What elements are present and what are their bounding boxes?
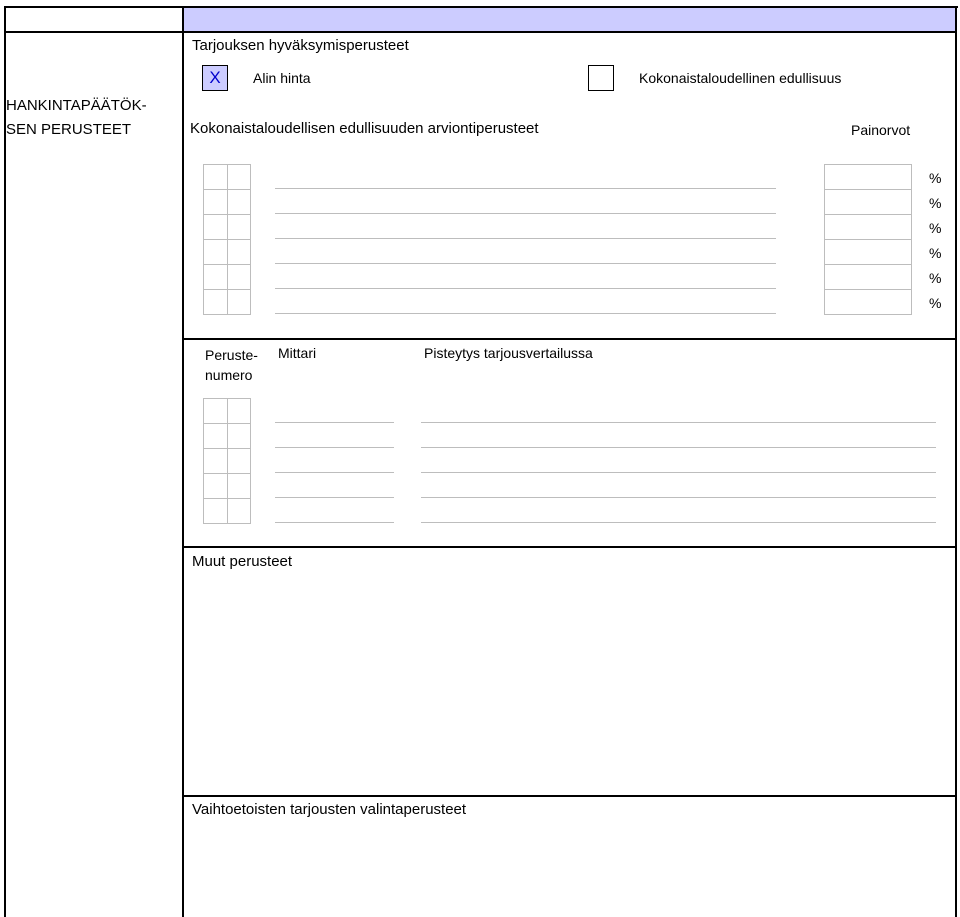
scoring-col-number-line2: numero bbox=[205, 367, 253, 383]
weight-input-cell[interactable] bbox=[824, 239, 912, 265]
other-criteria-bottom-rule bbox=[184, 795, 957, 797]
criterion-number-cell-b[interactable] bbox=[227, 264, 251, 290]
scoring-number-cell-b[interactable] bbox=[227, 498, 251, 524]
percent-sign: % bbox=[929, 270, 942, 286]
header-bar bbox=[184, 8, 955, 31]
points-line[interactable] bbox=[421, 497, 936, 498]
section-label-line2: SEN PERUSTEET bbox=[6, 121, 132, 138]
points-line[interactable] bbox=[421, 522, 936, 523]
alternative-offers-title: Vaihtoetoisten tarjousten valintaperusteet bbox=[192, 801, 467, 818]
frame-divider bbox=[182, 6, 184, 917]
other-criteria-title: Muut perusteet bbox=[192, 553, 293, 570]
criterion-number-cell-a[interactable] bbox=[203, 189, 228, 215]
criterion-number-cell-b[interactable] bbox=[227, 239, 251, 265]
frame-right bbox=[955, 6, 957, 917]
criterion-number-cell-a[interactable] bbox=[203, 214, 228, 240]
scoring-number-cell-b[interactable] bbox=[227, 448, 251, 474]
scoring-bottom-rule bbox=[184, 546, 957, 548]
alternative-offers-area[interactable] bbox=[186, 823, 954, 917]
scoring-number-cell-a[interactable] bbox=[203, 448, 228, 474]
criterion-number-cell-a[interactable] bbox=[203, 289, 228, 315]
criterion-text-line[interactable] bbox=[275, 238, 776, 239]
scoring-col-points: Pisteytys tarjousvertailussa bbox=[424, 345, 593, 361]
weight-input-cell[interactable] bbox=[824, 214, 912, 240]
scoring-number-cell-a[interactable] bbox=[203, 423, 228, 449]
meter-line[interactable] bbox=[275, 522, 394, 523]
criterion-text-line[interactable] bbox=[275, 313, 776, 314]
overall-value-checkbox[interactable] bbox=[588, 65, 614, 91]
criterion-text-line[interactable] bbox=[275, 213, 776, 214]
percent-sign: % bbox=[929, 295, 942, 311]
points-line[interactable] bbox=[421, 422, 936, 423]
points-line[interactable] bbox=[421, 447, 936, 448]
other-criteria-area[interactable] bbox=[186, 575, 954, 793]
percent-sign: % bbox=[929, 170, 942, 186]
scoring-number-cell-b[interactable] bbox=[227, 423, 251, 449]
evaluation-bottom-rule bbox=[184, 338, 957, 340]
scoring-col-meter: Mittari bbox=[278, 345, 317, 361]
criterion-number-cell-a[interactable] bbox=[203, 264, 228, 290]
scoring-col-number-line1: Peruste- bbox=[205, 347, 258, 363]
criterion-number-cell-a[interactable] bbox=[203, 239, 228, 265]
criterion-number-cell-b[interactable] bbox=[227, 189, 251, 215]
criterion-number-cell-b[interactable] bbox=[227, 214, 251, 240]
criterion-number-cell-b[interactable] bbox=[227, 289, 251, 315]
weight-input-cell[interactable] bbox=[824, 164, 912, 190]
criterion-text-line[interactable] bbox=[275, 263, 776, 264]
weight-input-cell[interactable] bbox=[824, 264, 912, 290]
evaluation-title: Kokonaistaloudellisen edullisuuden arviontiperusteet bbox=[190, 120, 539, 137]
points-line[interactable] bbox=[421, 472, 936, 473]
overall-value-label: Kokonaistaloudellinen edullisuus bbox=[639, 70, 842, 86]
section-label bbox=[6, 94, 182, 142]
weight-input-cell[interactable] bbox=[824, 189, 912, 215]
scoring-number-cell-b[interactable] bbox=[227, 473, 251, 499]
criterion-text-line[interactable] bbox=[275, 188, 776, 189]
frame-left bbox=[4, 6, 6, 917]
check-x-mark: X bbox=[209, 68, 221, 87]
weight-input-cell[interactable] bbox=[824, 289, 912, 315]
criterion-text-line[interactable] bbox=[275, 288, 776, 289]
acceptance-title: Tarjouksen hyväksymisperusteet bbox=[192, 37, 409, 54]
percent-sign: % bbox=[929, 245, 942, 261]
scoring-number-cell-a[interactable] bbox=[203, 498, 228, 524]
scoring-number-cell-b[interactable] bbox=[227, 398, 251, 424]
meter-line[interactable] bbox=[275, 422, 394, 423]
scoring-number-cell-a[interactable] bbox=[203, 398, 228, 424]
meter-line[interactable] bbox=[275, 497, 394, 498]
scoring-col-number bbox=[205, 345, 258, 385]
criterion-number-cell-a[interactable] bbox=[203, 164, 228, 190]
lowest-price-checkbox[interactable] bbox=[202, 65, 228, 91]
section-label-line1: HANKINTAPÄÄTÖK- bbox=[6, 97, 147, 114]
header-bottom-rule bbox=[4, 31, 957, 33]
percent-sign: % bbox=[929, 220, 942, 236]
scoring-number-cell-a[interactable] bbox=[203, 473, 228, 499]
lowest-price-label: Alin hinta bbox=[253, 70, 311, 86]
percent-sign: % bbox=[929, 195, 942, 211]
weights-label: Painorvot bbox=[851, 122, 911, 138]
criterion-number-cell-b[interactable] bbox=[227, 164, 251, 190]
meter-line[interactable] bbox=[275, 447, 394, 448]
meter-line[interactable] bbox=[275, 472, 394, 473]
